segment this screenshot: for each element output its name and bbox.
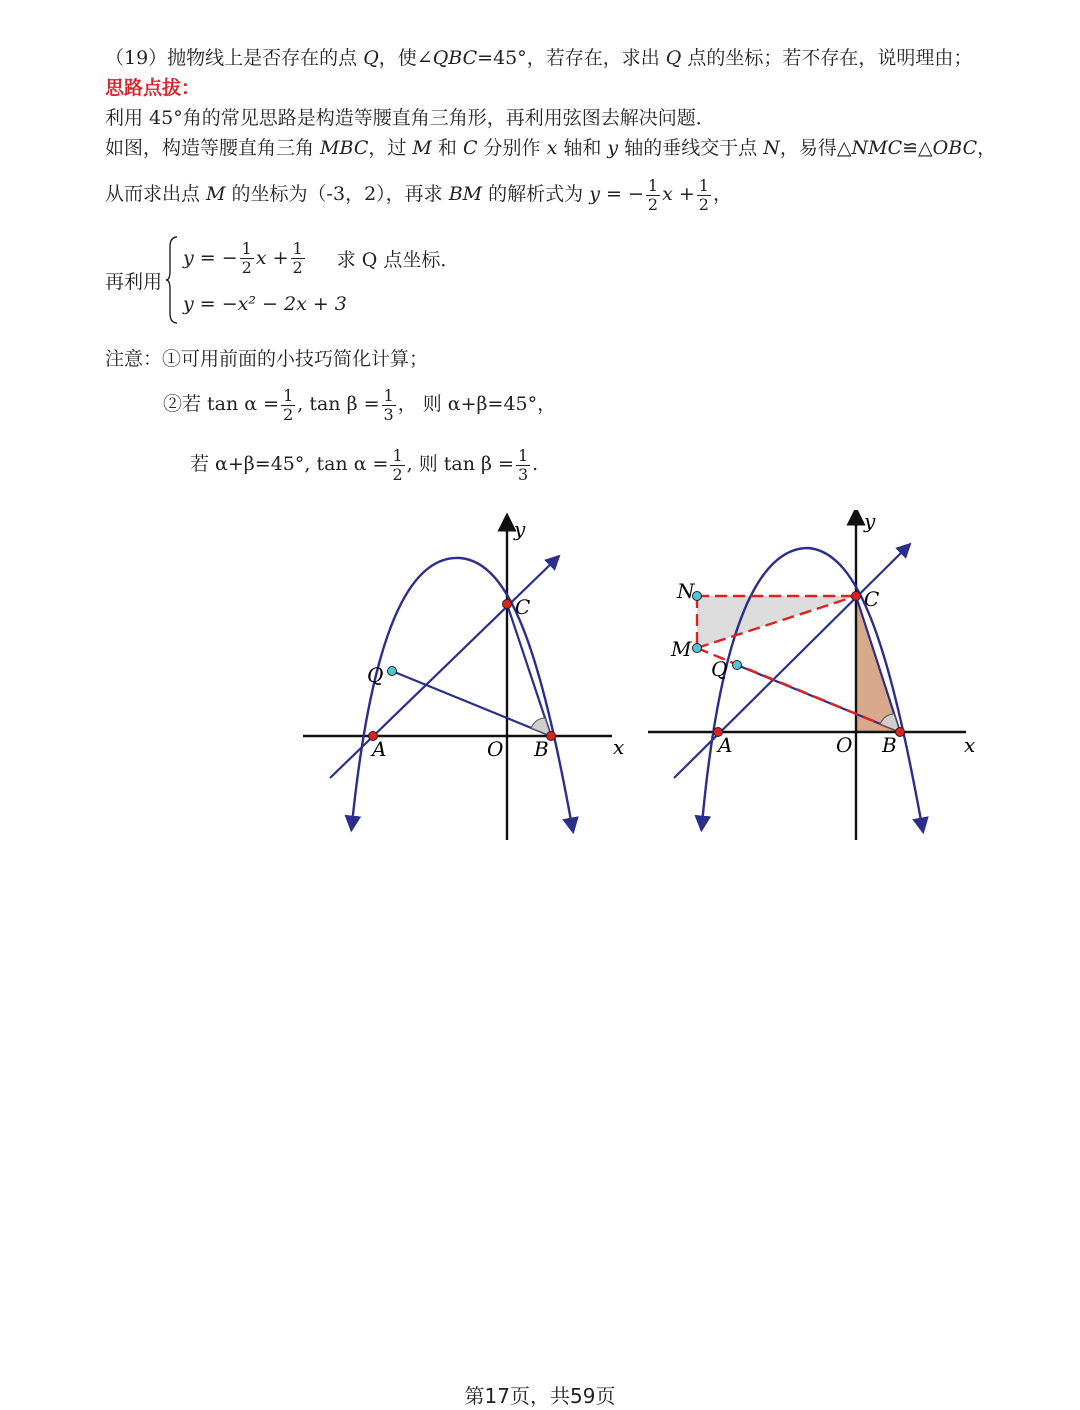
system-equation-1: y = − $\frac{1}{2}$ x + $\frac{1}{2}$ 求 Q 点坐标． — [183, 238, 460, 277]
page-footer: 第17页，共59页 — [464, 1384, 616, 1408]
label-c: C — [515, 595, 531, 619]
label-a: A — [372, 737, 387, 761]
label-a: A — [718, 733, 733, 757]
label-b: B — [534, 737, 549, 761]
label-m: M — [671, 637, 692, 661]
label-y: y — [514, 517, 526, 541]
figures — [0, 510, 1080, 870]
system-suffix: 求 Q 点坐标． — [336, 248, 460, 271]
label-q: Q — [367, 663, 384, 687]
note-line-2: ②若 tan α = $\frac{1}{2}$ , tan β = $\frac{1}{3}$ ， 则 α+β=45°， — [163, 385, 557, 424]
point-q — [388, 667, 397, 676]
point-c — [503, 600, 512, 609]
line-qb — [392, 671, 551, 736]
note-line-1: 注意：①可用前面的小技巧简化计算； — [105, 348, 429, 370]
label-y: y — [864, 510, 876, 533]
point-q — [733, 661, 742, 670]
label-n: N — [677, 579, 695, 603]
fraction-one-half: $\frac{1}{2}$ — [647, 175, 659, 214]
line-ac — [330, 560, 555, 778]
hint-line-1: 利用 45°角的常见思路是构造等腰直角三角形，再利用弦图去解决问题． — [105, 107, 715, 129]
label-q: Q — [711, 657, 728, 681]
hint-line-2: 如图，构造等腰直角三角 MBC，过 M 和 C 分别作 x 轴和 y 轴的垂线交于点 N，易得△NMC≌△OBC， — [105, 137, 997, 159]
system-prefix: 再利用 — [105, 271, 163, 293]
point-c — [852, 592, 861, 601]
hint-line-3: 从而求出点 M 的坐标为（-3，2），再求 BM 的解析式为 y = − $\frac{1}{2}$ x + $\frac{1}{2}$ ， — [105, 175, 732, 214]
parabola — [352, 558, 572, 826]
figure-left — [303, 517, 624, 840]
note-line-3: 若 α+β=45°, tan α = $\frac{1}{2}$ , 则 tan β = $\frac{1}{3}$ . — [190, 445, 539, 484]
point-b — [896, 728, 905, 737]
line-bc — [507, 604, 551, 736]
label-c: C — [864, 587, 880, 611]
figure-right — [648, 510, 975, 840]
fraction-one-half: $\frac{1}{2}$ — [698, 175, 709, 214]
label-o: O — [487, 737, 504, 761]
problem-statement: （19）抛物线上是否存在的点 Q，使∠QBC=45°，若存在，求出 Q 点的坐标；若不存在，说明理由； — [105, 47, 973, 69]
label-b: B — [882, 733, 897, 757]
parabola — [702, 548, 922, 826]
label-o: O — [836, 733, 853, 757]
label-x: x — [964, 733, 976, 757]
label-x: x — [613, 735, 625, 759]
hint-heading: 思路点拔： — [105, 77, 201, 99]
brace-icon — [165, 235, 179, 325]
system-equation-2: y = −x² − 2x + 3 — [183, 293, 347, 315]
point-m — [693, 644, 702, 653]
